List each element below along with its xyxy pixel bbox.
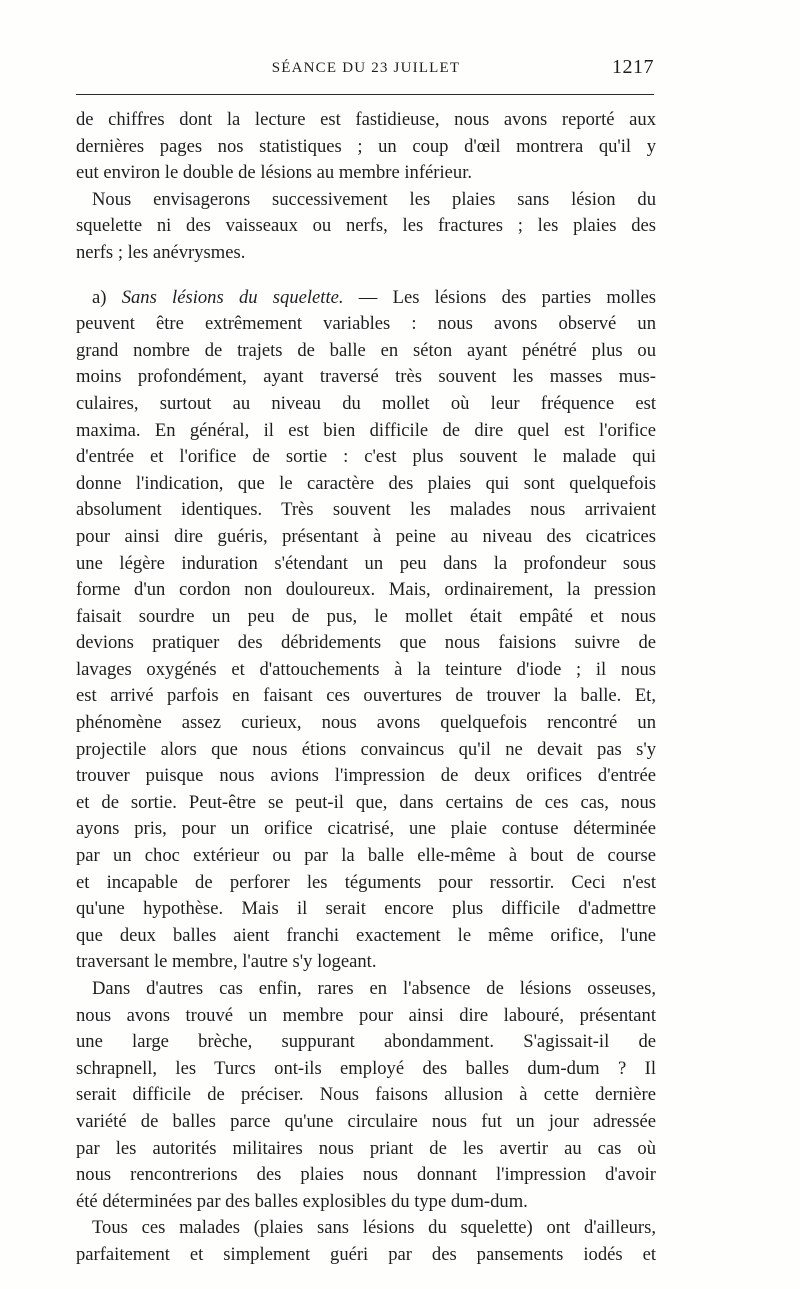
header-rule (76, 94, 654, 95)
text-line: donne l'indication, que le caractère des plaies qui sont quelquefois (76, 472, 656, 494)
page-number: 1217 (612, 56, 654, 78)
section-heading: Sans lésions du squelette. (121, 286, 344, 308)
text-line: une large brèche, suppurant abondamment. S'agissait-il de (76, 1031, 656, 1053)
paragraph (76, 976, 656, 1215)
running-head (76, 56, 656, 86)
text-line: grand nombre de trajets de balle en séton ayant pénétré plus ou (76, 339, 656, 361)
text-line: d'entrée et l'orifice de sortie : c'est plus souvent le malade qui (76, 446, 656, 468)
body-text (76, 107, 656, 1269)
text-line: eut environ le double de lésions au membre inférieur. (76, 162, 473, 184)
paragraph (76, 1215, 656, 1268)
text-line: est arrivé parfois en faisant ces ouvertures de trouver la balle. Et, (76, 685, 656, 707)
text-line: pour ainsi dire guéris, présentant à peine au niveau des cicatrices (76, 525, 656, 547)
text-line: moins profondément, ayant traversé très souvent les masses mus- (76, 366, 656, 388)
paragraph (76, 187, 656, 267)
text-line: variété de balles parce qu'une circulaire nous fut un jour adressée (76, 1110, 656, 1132)
text-line: par les autorités militaires nous priant de les avertir au cas où (76, 1137, 656, 1159)
section-a-paragraph (76, 285, 656, 976)
text-line: traversant le membre, l'autre s'y logeant. (76, 951, 377, 973)
text-line: que deux balles aient franchi exactement le même orifice, l'une (76, 924, 656, 946)
section-prefix: a) (92, 286, 122, 308)
text-line: faisait sourdre un peu de pus, le mollet était empâté et nous (76, 605, 656, 627)
text-line: de chiffres dont la lecture est fastidieuse, nous avons reporté aux (76, 109, 656, 130)
text-line: parfaitement et simplement guéri par des pansements iodés et (76, 1243, 656, 1265)
section-gap (76, 267, 656, 285)
text-line: nous rencontrerions des plaies nous donnant l'impression d'avoir (76, 1164, 656, 1186)
text-line: nerfs ; les anévrysmes. (76, 241, 246, 263)
text-line: par un choc extérieur ou par la balle elle-même à bout de course (76, 845, 656, 867)
section-first-line-rest: — Les lésions des parties molles (343, 286, 656, 308)
text-line: Dans d'autres cas enfin, rares en l'absence de lésions osseuses, (92, 978, 656, 999)
text-line: forme d'un cordon non douloureux. Mais, ordinairement, la pression (76, 579, 656, 601)
paragraph-continuation (76, 107, 656, 187)
text-line: nous avons trouvé un membre pour ainsi dire labouré, présentant (76, 1004, 656, 1026)
text-line: serait difficile de préciser. Nous faisons allusion à cette dernière (76, 1084, 656, 1106)
text-line: qu'une hypothèse. Mais il serait encore plus difficile d'admettre (76, 898, 656, 920)
text-line: et de sortie. Peut-être se peut-il que, dans certains de ces cas, nous (76, 791, 656, 813)
text-line: peuvent être extrêmement variables : nous avons observé un (76, 313, 656, 335)
text-line: culaires, surtout au niveau du mollet où leur fréquence est (76, 392, 656, 414)
text-line: ayons pris, pour un orifice cicatrisé, une plaie contuse déterminée (76, 818, 656, 840)
text-line: maxima. En général, il est bien difficile de dire quel est l'orifice (76, 419, 656, 441)
text-line: lavages oxygénés et d'attouchements à la teinture d'iode ; il nous (76, 658, 656, 680)
text-line: dernières pages nos statistiques ; un coup d'œil montrera qu'il y (76, 135, 656, 157)
text-line: phénomène assez curieux, nous avons quelquefois rencontré un (76, 712, 656, 734)
text-line: et incapable de perforer les téguments pour ressortir. Ceci n'est (76, 871, 656, 893)
running-title: SÉANCE DU 23 JUILLET (271, 60, 461, 76)
text-line: devions pratiquer des débridements que nous faisions suivre de (76, 632, 656, 654)
text-line: squelette ni des vaisseaux ou nerfs, les fractures ; les plaies des (76, 215, 656, 237)
text-line: trouver puisque nous avions l'impression de deux orifices d'entrée (76, 765, 656, 787)
text-line: projectile alors que nous étions convaincus qu'il ne devait pas s'y (76, 738, 656, 760)
text-line: été déterminées par des balles explosibles du type dum-dum. (76, 1190, 528, 1212)
text-line: absolument identiques. Très souvent les malades nous arrivaient (76, 499, 656, 521)
text-line: schrapnell, les Turcs ont-ils employé des balles dum-dum ? Il (76, 1057, 656, 1079)
text-line: Tous ces malades (plaies sans lésions du squelette) ont d'ailleurs, (92, 1217, 656, 1239)
text-line: Nous envisagerons successivement les plaies sans lésion du (92, 188, 656, 210)
section-first-line (76, 285, 656, 312)
text-line: une légère induration s'étendant un peu dans la profondeur sous (76, 552, 656, 574)
